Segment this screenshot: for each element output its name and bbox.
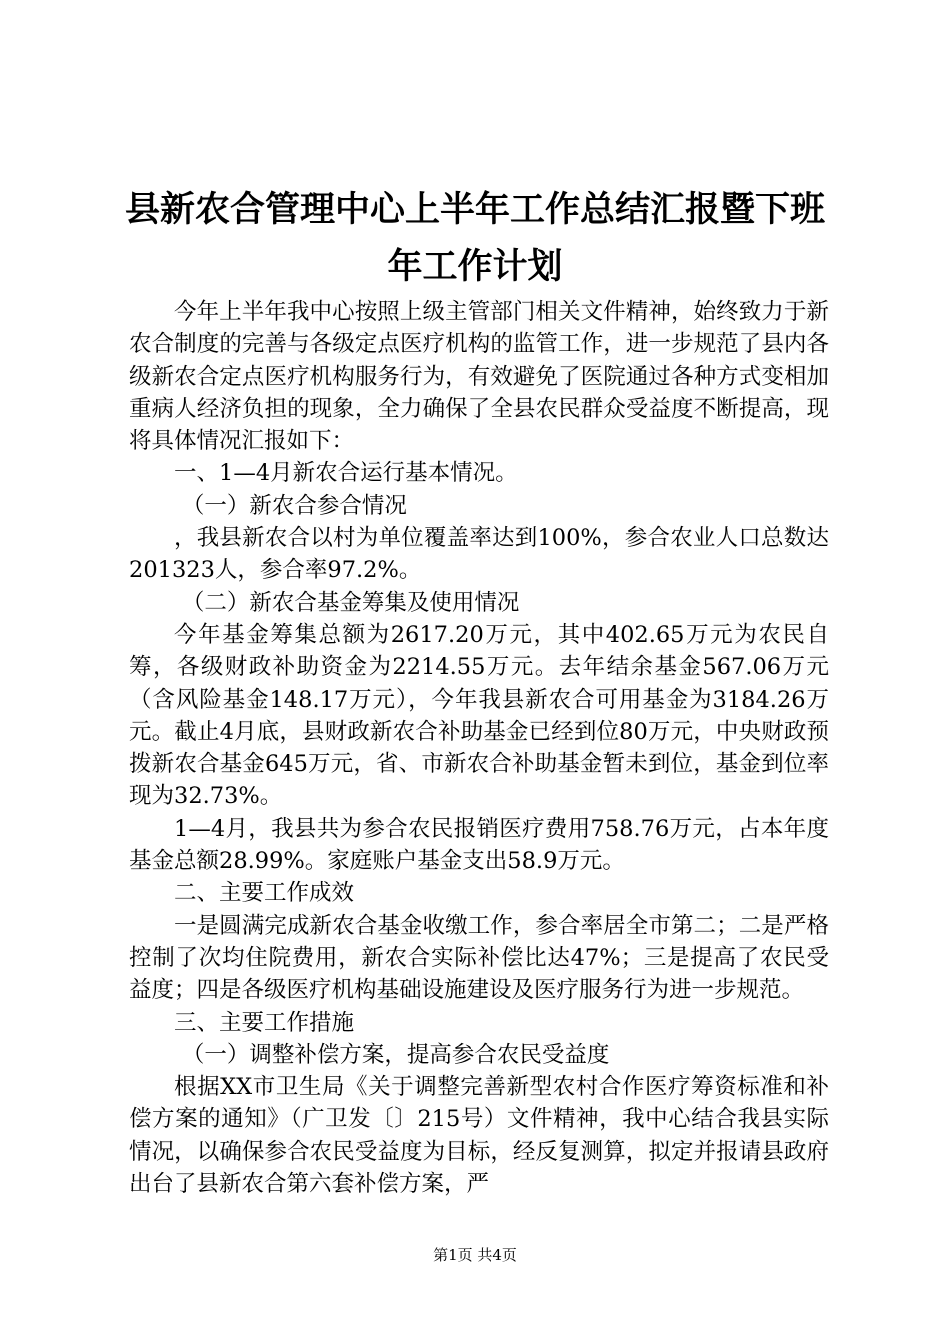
section-heading-1: 一、1—4月新农合运行基本情况。 bbox=[174, 460, 518, 487]
document-title-line-1: 县新农合管理中心上半年工作总结汇报暨下班 bbox=[124, 190, 825, 230]
participation-paragraph: ，我县新农合以村为单位覆盖率达到100%，参合农业人口总数达201323人，参合率97.2%。 bbox=[129, 525, 829, 584]
achievements-paragraph: 一是圆满完成新农合基金收缴工作，参合率居全市第二；二是严格控制了次均住院费用，新农合实际补偿比达47%；三是提高了农民受益度；四是各级医疗机构基础设施建设及医疗服务行为进一步规范。 bbox=[129, 912, 829, 1004]
document-title-line-2: 年工作计划 bbox=[387, 247, 563, 287]
subsection-heading-1-2: （二）新农合基金筹集及使用情况 bbox=[181, 589, 520, 616]
fund-paragraph: 今年基金筹集总额为2617.20万元，其中402.65万元为农民自筹，各级财政补助资金为2214.55万元。去年结余基金567.06万元（含风险基金148.17万元），今年我县新农合可用基金为3184.26万元。截止4月底，县财政新农合补助基金已经到位80万元，中央财政预拨新农合基金645万元，省、市新农合补助基金暂未到位，基金到位率现为32.73%。 bbox=[129, 621, 829, 810]
section-heading-3: 三、主要工作措施 bbox=[174, 1009, 355, 1036]
reimbursement-paragraph: 1—4月，我县共为参合农民报销医疗费用758.76万元，占本年度基金总额28.99%。家庭账户基金支出58.9万元。 bbox=[129, 815, 829, 875]
subsection-heading-3-1: （一）调整补偿方案，提高参合农民受益度 bbox=[181, 1041, 610, 1068]
subsection-heading-1-1: （一）新农合参合情况 bbox=[181, 492, 407, 519]
document-body bbox=[129, 296, 829, 1200]
intro-paragraph: 今年上半年我中心按照上级主管部门相关文件精神，始终致力于新农合制度的完善与各级定点医疗机构的监管工作，进一步规范了县内各级新农合定点医疗机构服务行为，有效避免了医院通过各种方式变相加重病人经济负担的现象，全力确保了全县农民群众受益度不断提高，现将具体情况汇报如下： bbox=[129, 299, 829, 455]
page-footer: 第1页 共4页 bbox=[433, 1246, 517, 1264]
section-heading-2: 二、主要工作成效 bbox=[174, 880, 355, 907]
measures-paragraph: 根据XX市卫生局《关于调整完善新型农村合作医疗筹资标准和补偿方案的通知》（广卫发〔〕215号）文件精神，我中心结合我县实际情况，以确保参合农民受益度为目标，经反复测算，拟定并报请县政府出台了县新农合第六套补偿方案，严 bbox=[129, 1074, 829, 1198]
